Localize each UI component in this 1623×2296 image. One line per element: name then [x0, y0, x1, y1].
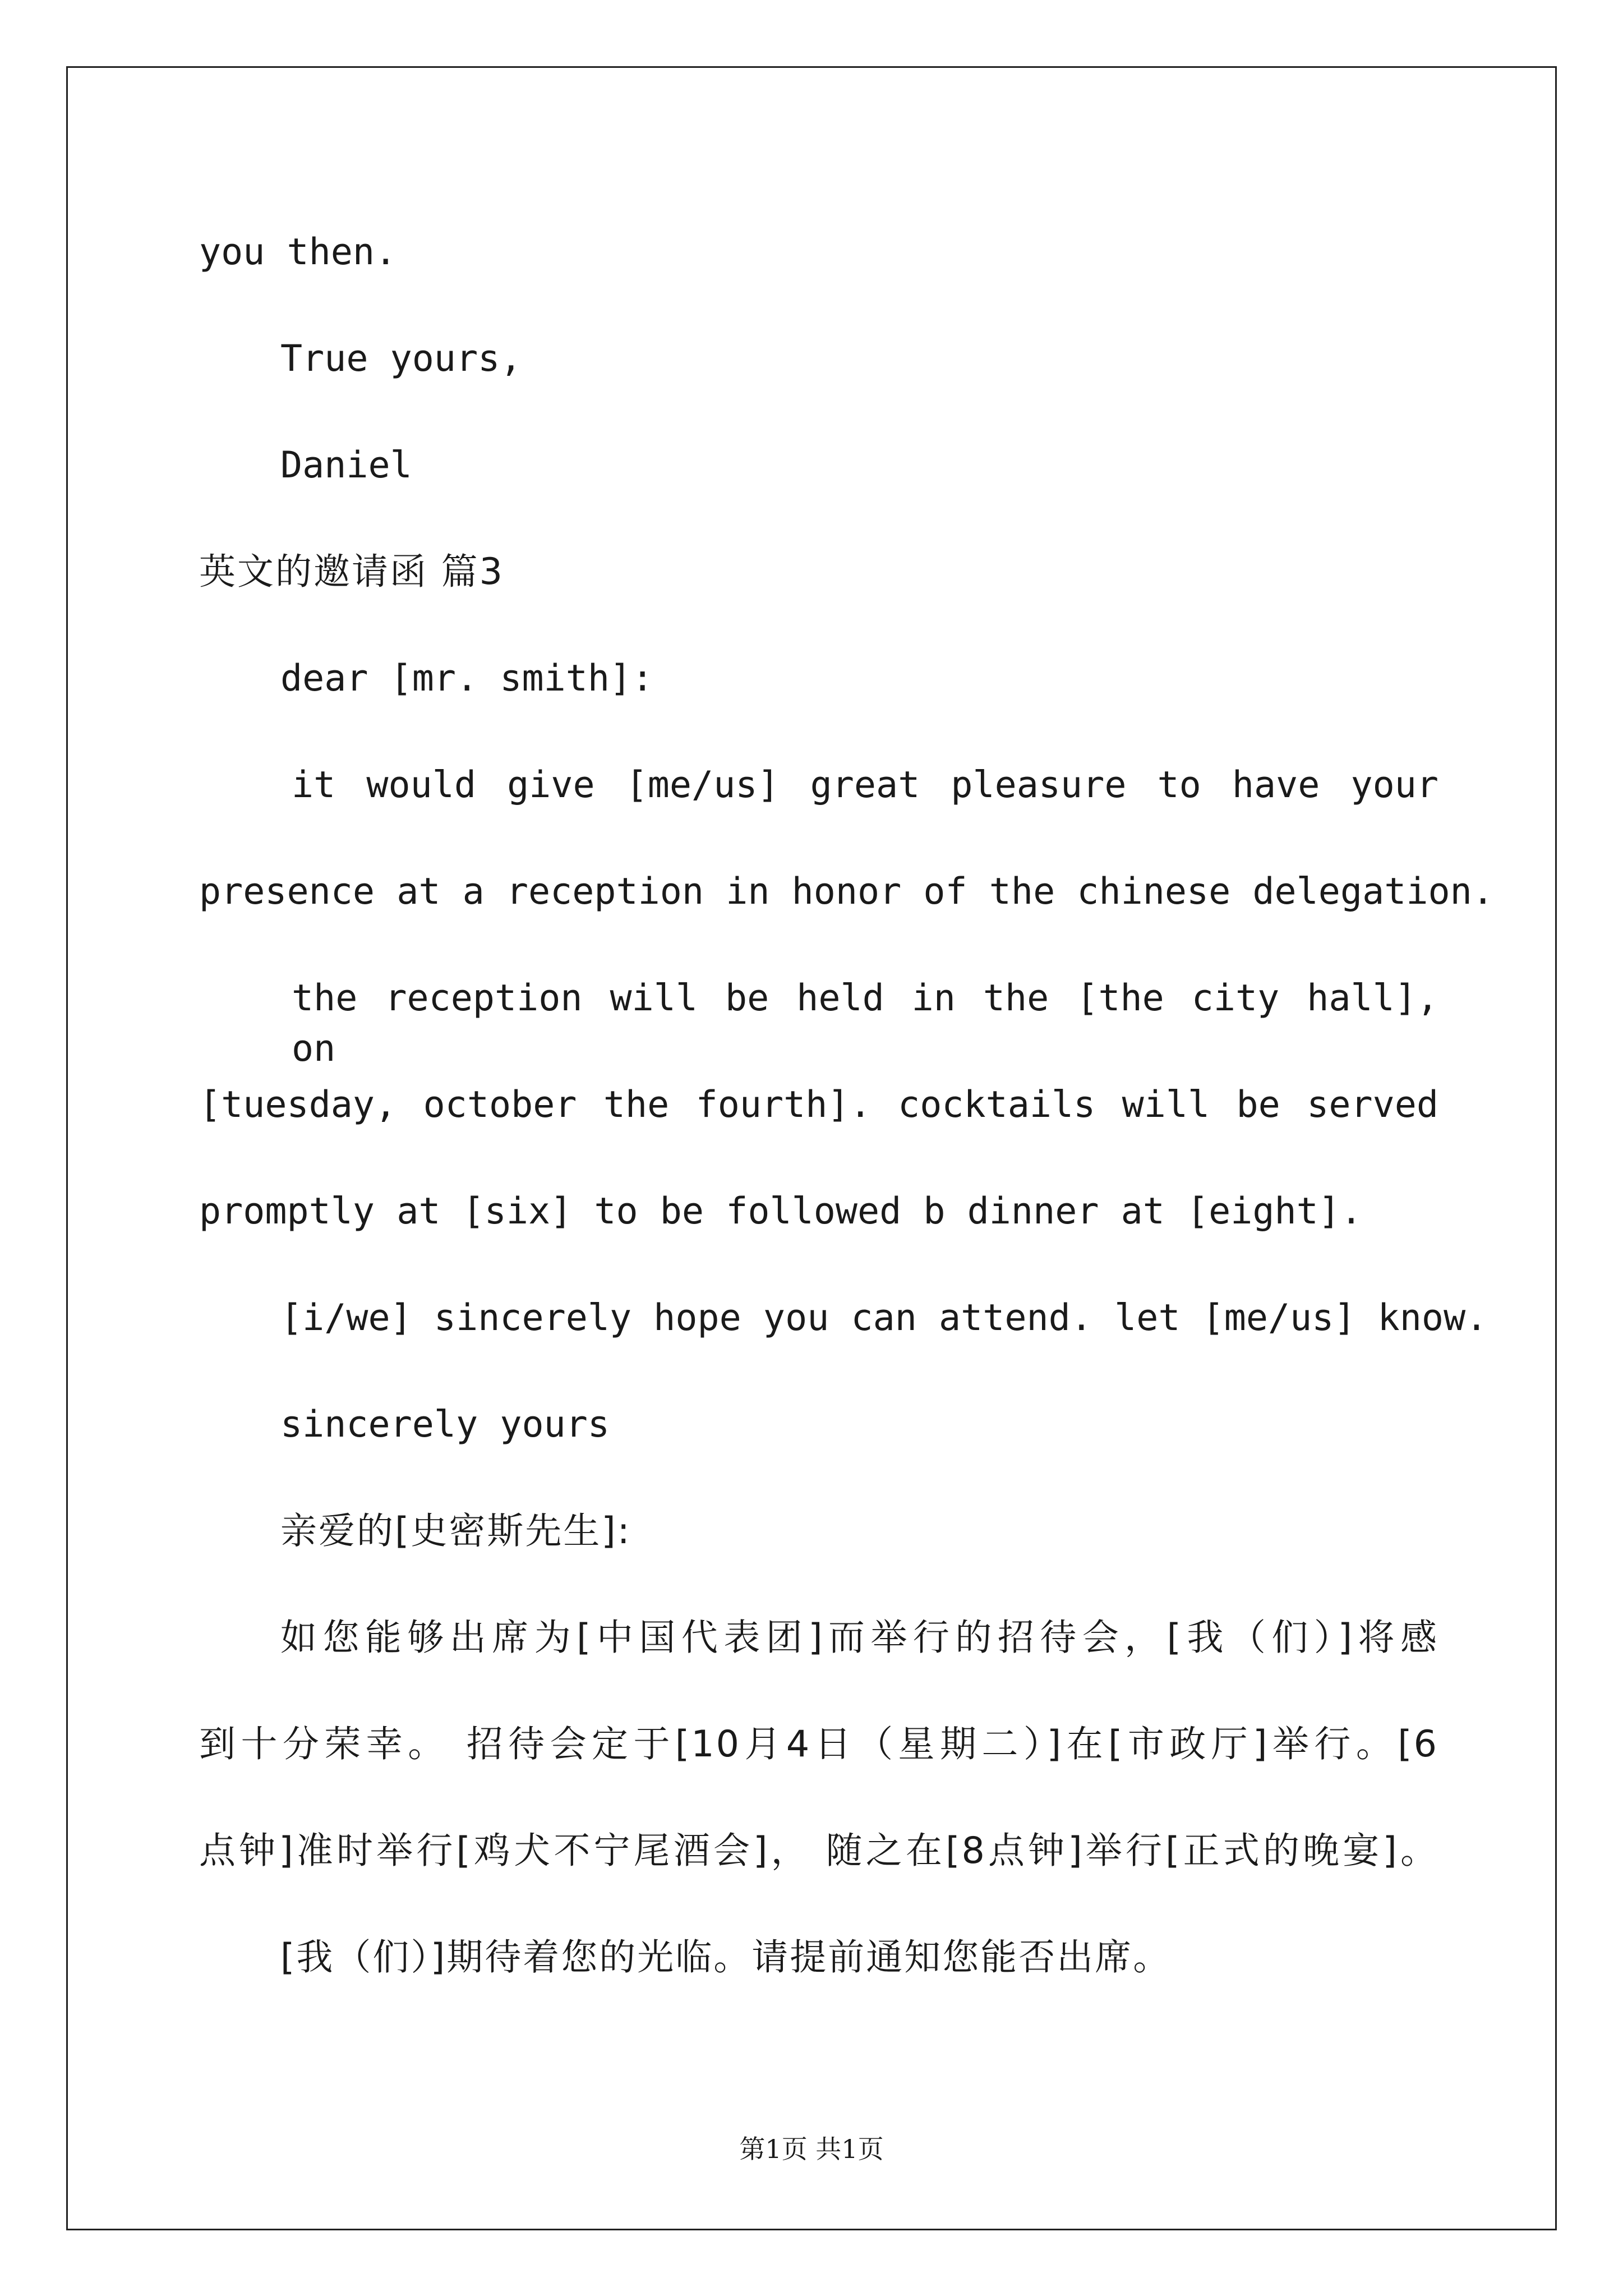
page-footer: 第1页 共1页	[739, 2134, 884, 2164]
paragraph-line: [i/we] sincerely hope you can attend. let [me/us] know.	[280, 1297, 1488, 1339]
closing: sincerely yours	[280, 1404, 610, 1446]
page-frame	[66, 66, 1557, 2230]
paragraph-line-cn: 点钟]准时举行[鸡犬不宁尾酒会]， 随之在[8点钟]举行[正式的晚宴]。	[199, 1830, 1438, 1872]
salutation: dear [mr. smith]:	[280, 657, 654, 700]
text-line: you then.	[199, 231, 397, 273]
paragraph-line: the reception will be held in the [the city hall], on	[292, 977, 1438, 1070]
paragraph-line-cn: 到十分荣幸。 招待会定于[10月4日（星期二）]在[市政厅]举行。[6	[199, 1723, 1438, 1765]
section-heading: 英文的邀请函 篇3	[199, 551, 505, 593]
paragraph-line: promptly at [six] to be followed b dinner at [eight].	[199, 1190, 1363, 1232]
paragraph-line: [tuesday, october the fourth]. cocktails will be served	[199, 1084, 1438, 1126]
text-line: Daniel	[280, 444, 412, 486]
paragraph-line-cn: 如您能够出席为[中国代表团]而举行的招待会，[我（们）]将感	[280, 1617, 1438, 1659]
paragraph-line-cn: [我（们）]期待着您的光临。请提前通知您能否出席。	[280, 1936, 1172, 1978]
paragraph-line: presence at a reception in honor of the chinese delegation.	[199, 871, 1494, 913]
text-line: True yours,	[280, 338, 522, 380]
paragraph-line: it would give [me/us] great pleasure to have your	[292, 764, 1438, 806]
salutation-cn: 亲爱的[史密斯先生]:	[280, 1510, 631, 1552]
